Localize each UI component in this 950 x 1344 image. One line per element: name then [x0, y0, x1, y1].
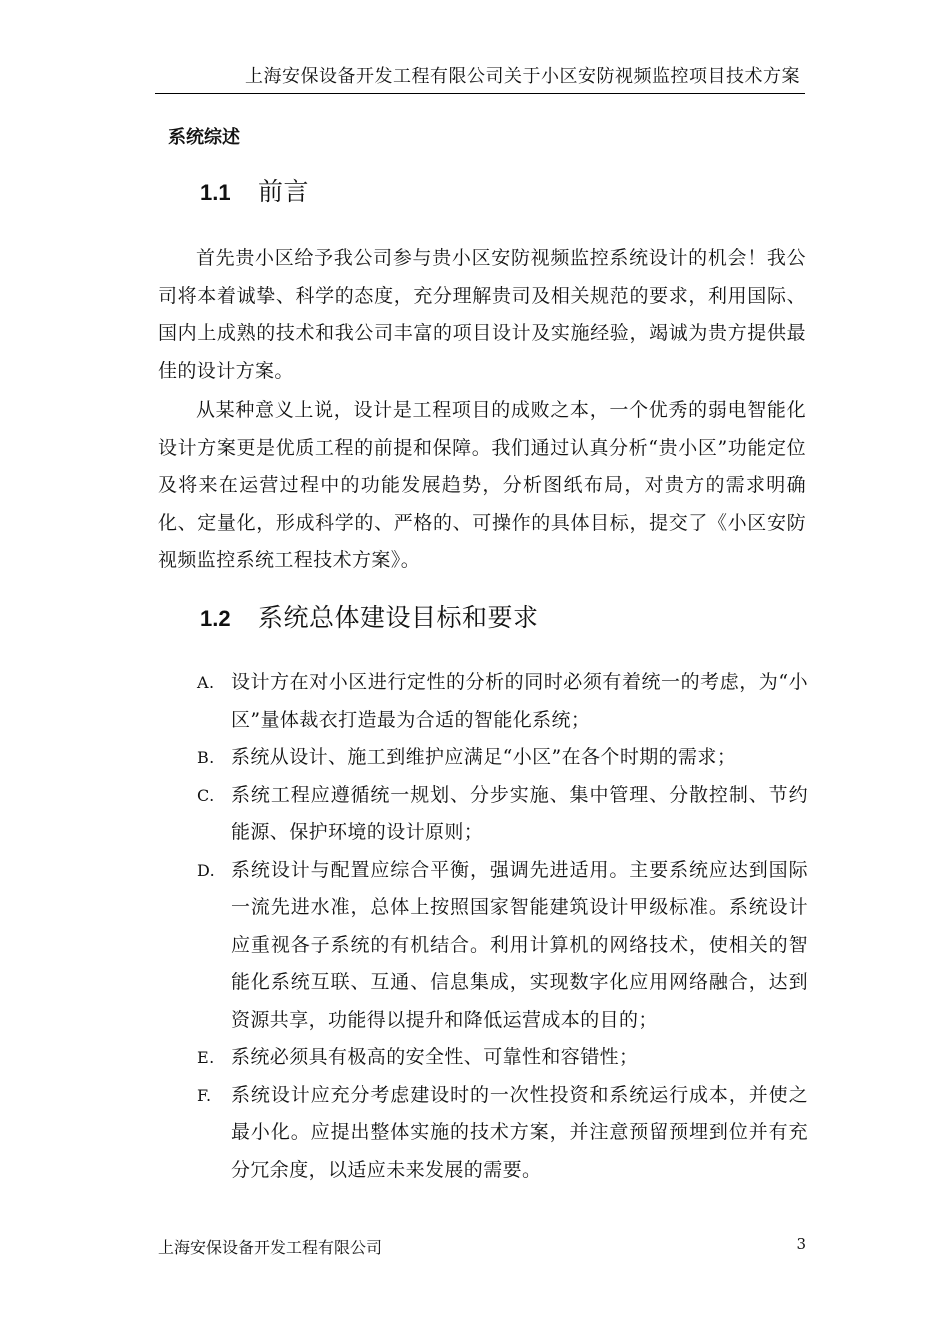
heading-text: 系统总体建设目标和要求 [258, 603, 539, 632]
list-item-text: 系统设计应充分考虑建设时的一次性投资和系统运行成本，并使之最小化。应提出整体实施的技术方案，并注意预留预埋到位并有充分冗余度，以适应未来发展的需要。 [231, 1083, 808, 1181]
list-item [158, 852, 808, 1040]
list-item [158, 739, 808, 777]
heading-1-2 [200, 598, 539, 634]
footer-company: 上海安保设备开发工程有限公司 [158, 1238, 383, 1257]
list-item-text: 系统工程应遵循统一规划、分步实施、集中管理、分散控制、节约能源、保护环境的设计原则； [231, 783, 808, 843]
list-item [158, 664, 808, 739]
paragraph-intro: 首先贵小区给予我公司参与贵小区安防视频监控系统设计的机会！我公司将本着诚挚、科学的态度，充分理解贵司及相关规范的要求，利用国际、国内上成熟的技术和我公司丰富的项目设计及实施经验，竭诚为贵方提供最佳的设计方案。 [158, 247, 806, 382]
heading-number: 1.2 [200, 606, 231, 631]
requirements-list [158, 664, 808, 1189]
list-marker: C. [197, 785, 215, 805]
page-number: 3 [796, 1235, 806, 1253]
paragraph-design: 从某种意义上说，设计是工程项目的成败之本，一个优秀的弱电智能化设计方案更是优质工程的前提和保障。我们通过认真分析“贵小区”功能定位及将来在运营过程中的功能发展趋势，分析图纸布局，对贵方的需求明确化、定量化，形成科学的、严格的、可操作的具体目标，提交了《小区安防视频监控系统工程技术方案》。 [158, 399, 806, 571]
list-item-text: 系统从设计、施工到维护应满足“小区”在各个时期的需求； [231, 746, 737, 768]
list-marker: D. [197, 860, 216, 880]
list-marker: B. [197, 748, 215, 767]
list-item-text: 系统设计与配置应综合平衡，强调先进适用。主要系统应达到国际一流先进水准，总体上按照国家智能建筑设计甲级标准。系统设计应重视各子系统的有机结合。利用计算机的网络技术，使相关的智能化系统互联、互通、信息集成，实现数字化应用网络融合，达到资源共享，功能得以提升和降低运营成本的目的； [231, 858, 808, 1031]
list-item-text: 系统必须具有极高的安全性、可靠性和容错性； [231, 1046, 639, 1068]
heading-number: 1.1 [200, 180, 231, 205]
list-item-text: 设计方在对小区进行定性的分析的同时必须有着统一的考虑，为“小区”量体裁衣打造最为合适的智能化系统； [231, 671, 808, 731]
list-marker: E. [197, 1048, 215, 1067]
list-marker: F. [197, 1085, 212, 1105]
list-item [158, 1077, 808, 1190]
header-divider [155, 93, 805, 94]
running-header: 上海安保设备开发工程有限公司关于小区安防视频监控项目技术方案 [245, 66, 800, 87]
list-item [158, 1039, 808, 1077]
heading-1-1 [200, 172, 309, 208]
heading-text: 前言 [258, 177, 310, 206]
list-item [158, 777, 808, 852]
list-marker: A. [197, 673, 215, 692]
section-title: 系统综述 [168, 127, 240, 148]
